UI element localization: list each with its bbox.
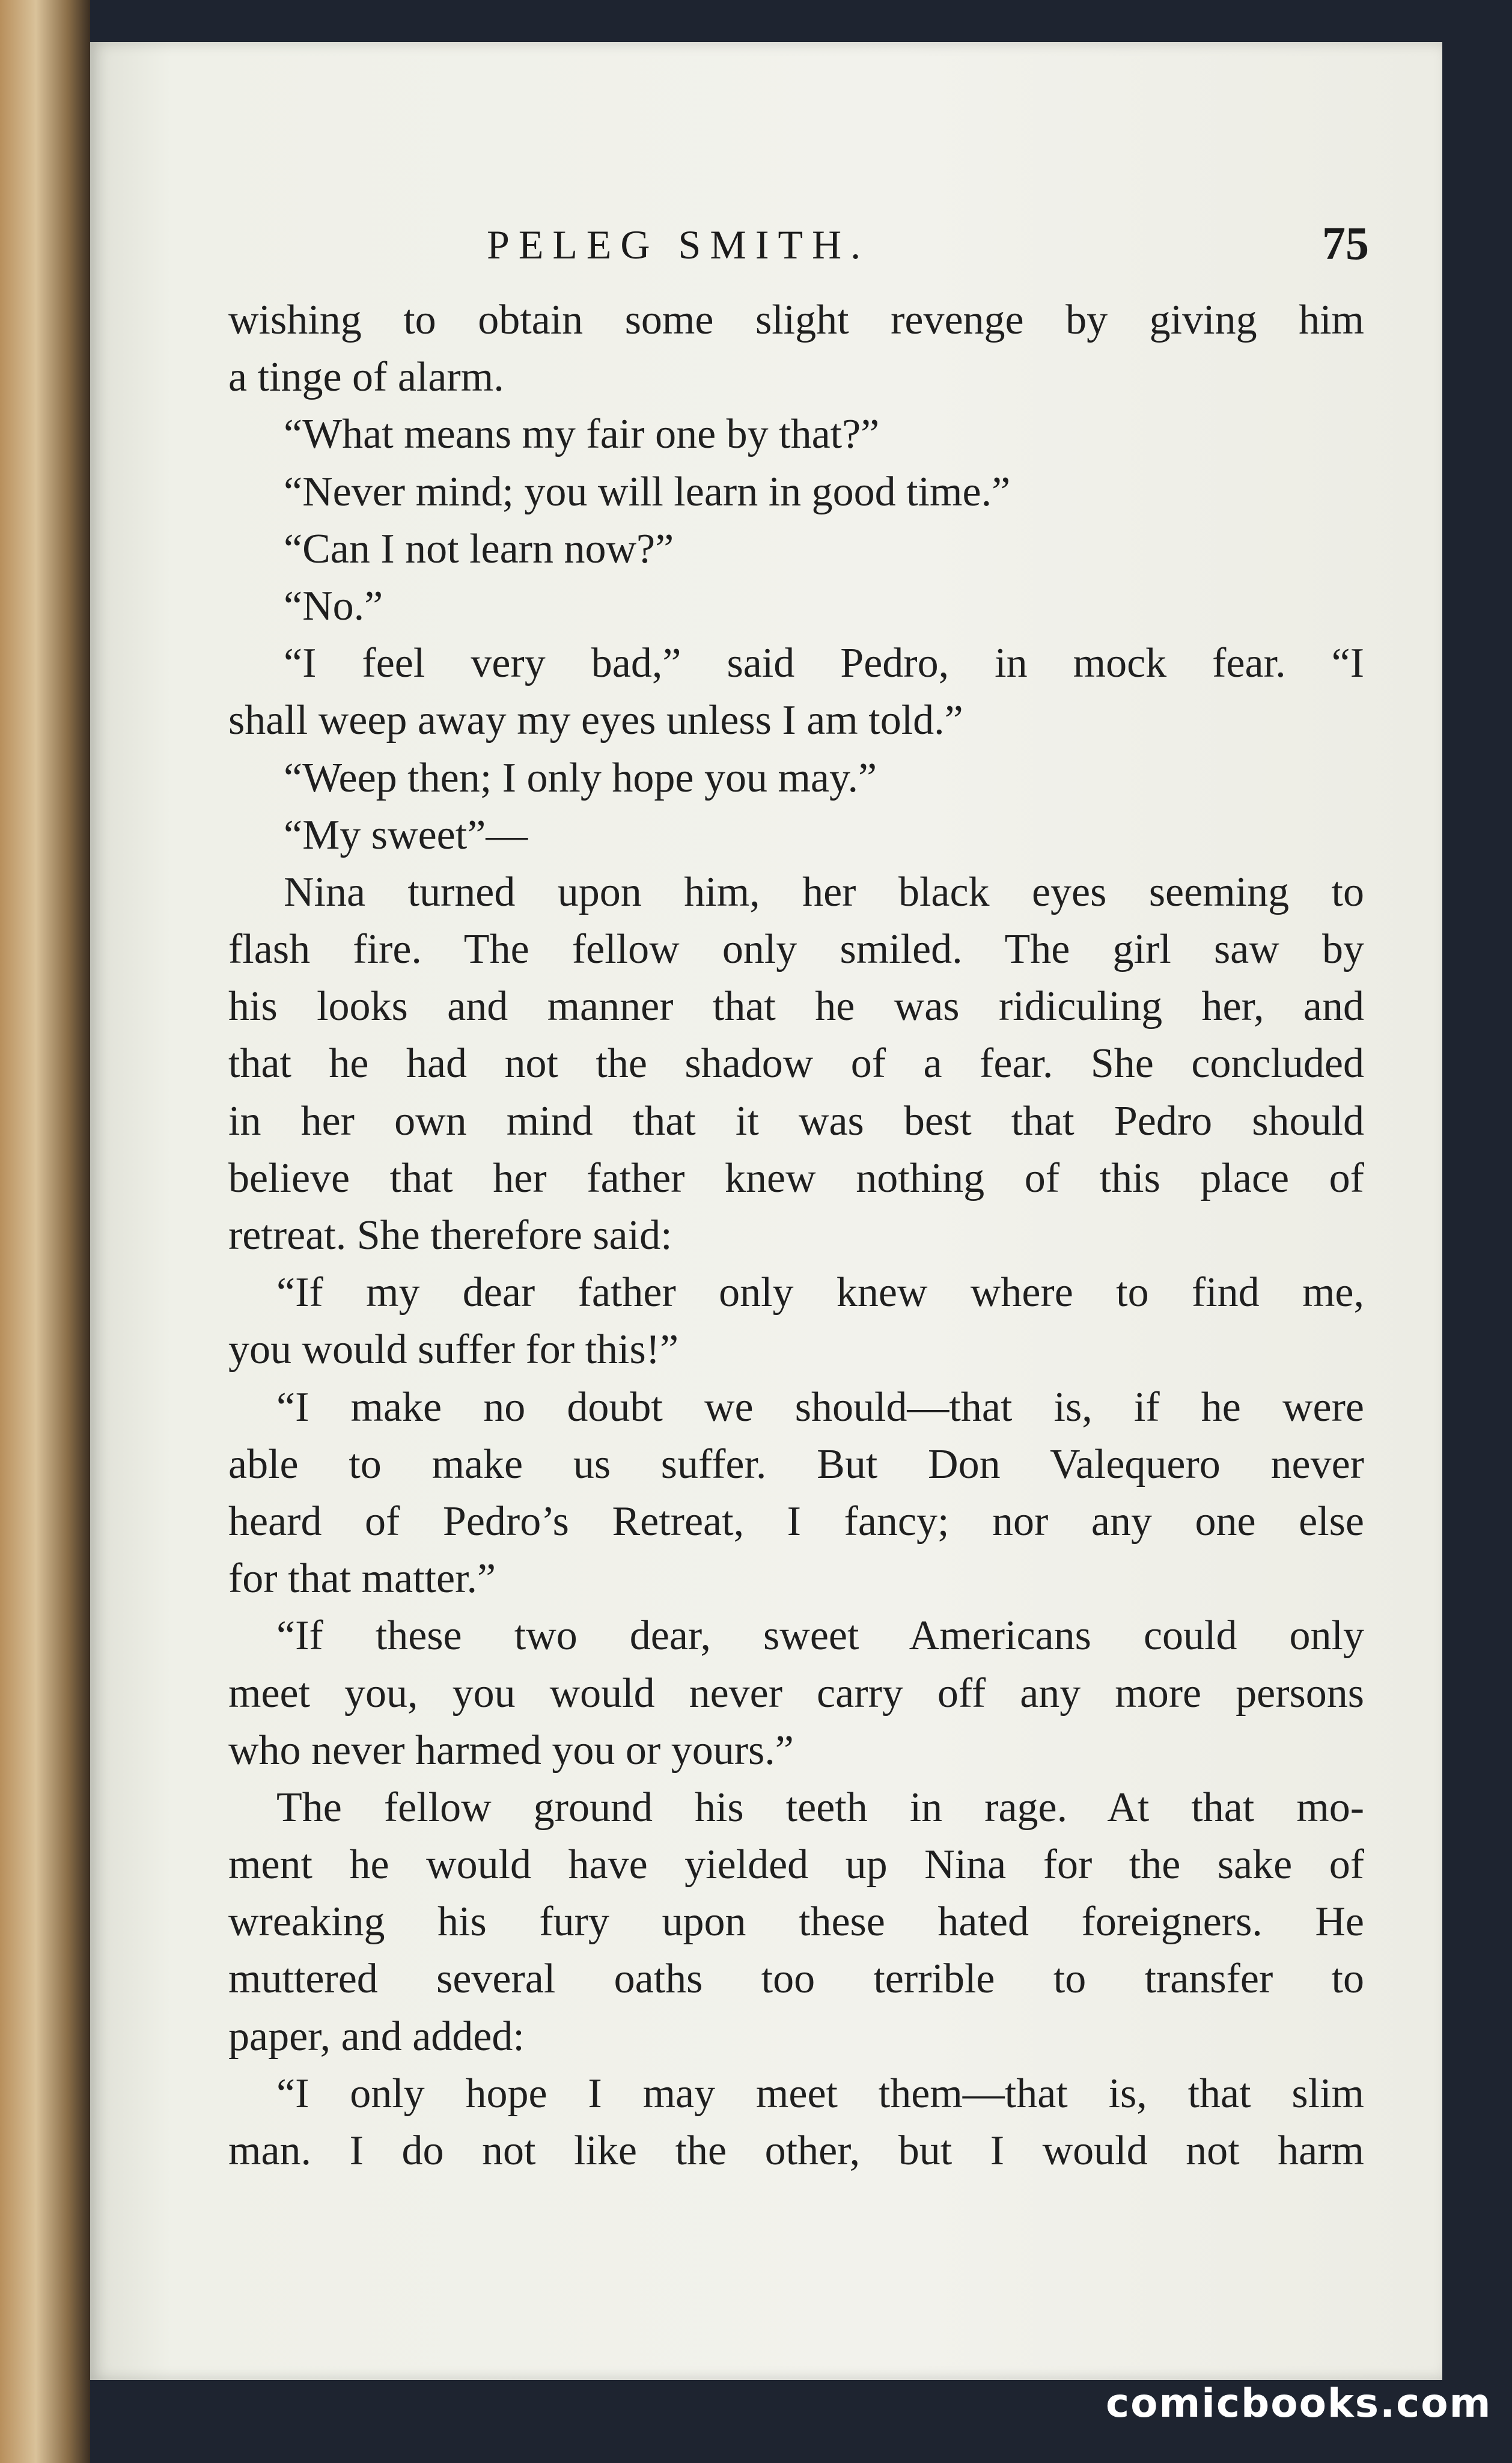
text-line: “Weep then; I only hope you may.” [284,754,877,801]
text-line: paper, and added: [228,2013,525,2060]
text-line: The fellow ground his teeth in rage. At that mo- [276,1784,1364,1831]
text-line: that he had not the shadow of a fear. She concluded [228,1040,1364,1087]
text-line: flash fire. The fellow only smiled. The girl saw by [228,926,1364,973]
text-line: shall weep away my eyes unless I am told.” [228,697,963,744]
text-line: retreat. She therefore said: [228,1212,672,1259]
text-line: “Can I not learn now?” [284,525,674,572]
text-line: meet you, you would never carry off any more persons [228,1670,1364,1717]
text-line: you would suffer for this!” [228,1326,679,1373]
body-text [228,291,1364,2179]
text-line: for that matter.” [228,1555,496,1602]
text-line: “Never mind; you will learn in good time.” [284,468,1011,515]
text-line: muttered several oaths too terrible to transfer to [228,1956,1364,2003]
text-line: “No.” [284,582,383,629]
text-line: his looks and manner that he was ridiculing her, and [228,983,1364,1030]
text-line: believe that her father knew nothing of this place of [228,1155,1364,1201]
book-page [90,42,1442,2380]
text-line: “My sweet”— [284,811,528,858]
text-line: ment he would have yielded up Nina for the sake of [228,1842,1364,1888]
text-line: “If my dear father only knew where to find me, [276,1269,1364,1316]
running-head: PELEG SMITH. [487,222,870,267]
text-line: “If these two dear, sweet Americans could only [276,1613,1364,1659]
text-line: wreaking his fury upon these hated foreigners. He [228,1899,1364,1946]
text-line: “I make no doubt we should—that is, if he were [276,1384,1364,1430]
text-line: “I feel very bad,” said Pedro, in mock fear. “I [284,640,1364,687]
text-line: who never harmed you or yours.” [228,1727,794,1774]
text-line: a tinge of alarm. [228,354,504,401]
text-line: “What means my fair one by that?” [284,411,880,458]
text-line: Nina turned upon him, her black eyes seeming to [284,868,1364,915]
text-line: wishing to obtain some slight revenge by giving him [228,297,1364,343]
text-line: “I only hope I may meet them—that is, that slim [276,2070,1364,2117]
watermark: comicbooks.com [1106,2380,1492,2426]
text-line: in her own mind that it was best that Pedro should [228,1097,1364,1144]
text-line: able to make us suffer. But Don Valequero never [228,1441,1364,1488]
book-spine [0,0,90,2463]
page-number: 75 [1322,217,1369,269]
text-line: heard of Pedro’s Retreat, I fancy; nor any one else [228,1498,1364,1545]
text-line: man. I do not like the other, but I would not harm [228,2128,1364,2174]
